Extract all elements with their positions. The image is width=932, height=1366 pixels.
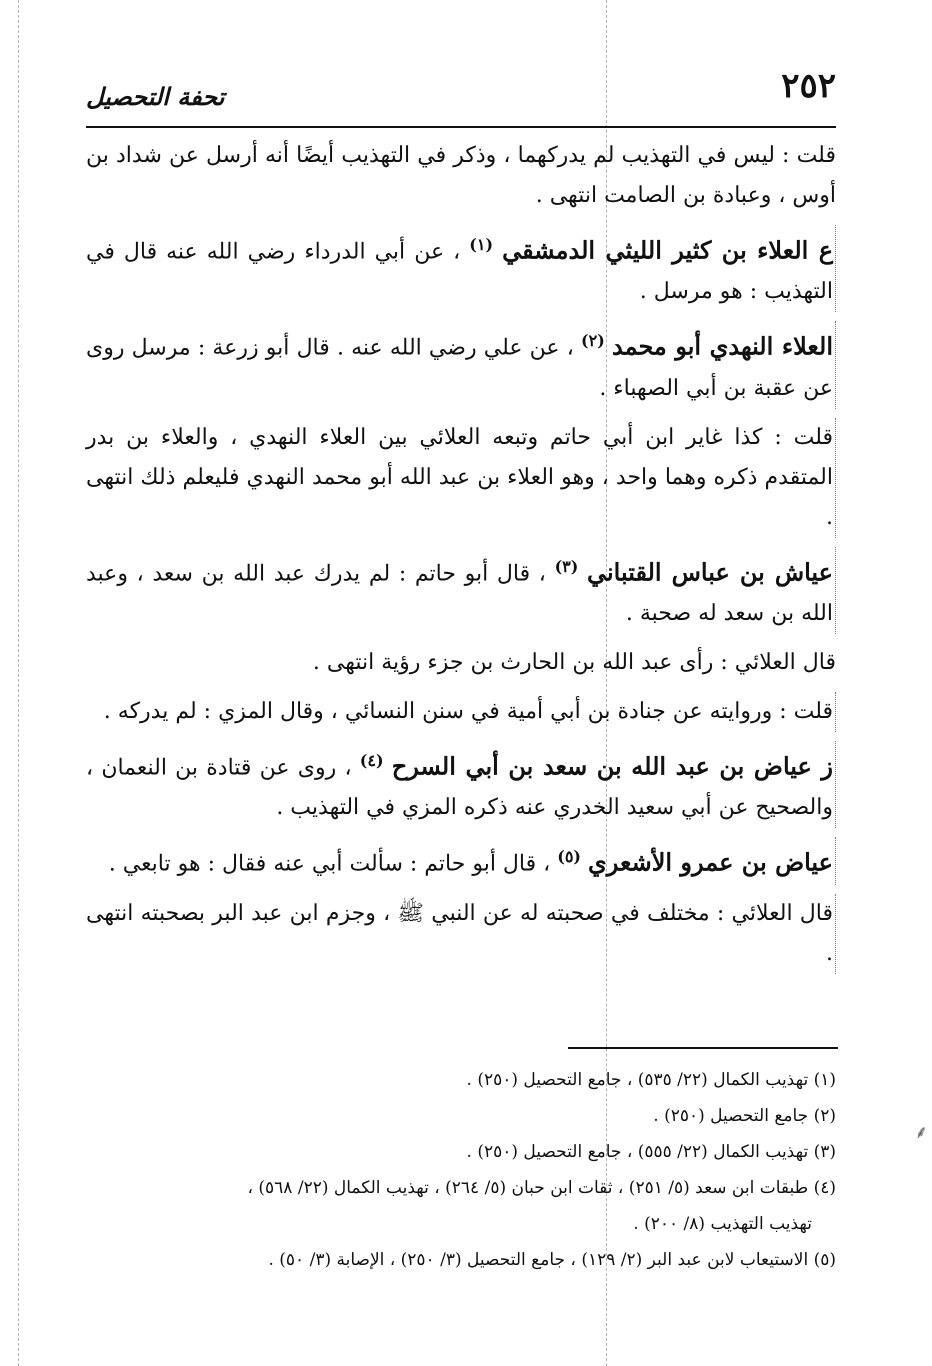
paragraph (86, 894, 836, 974)
footnote: (١) تهذيب الكمال (٢٢/ ٥٣٥) ، جامع التحصيل (٢٥٠) . (466, 1070, 836, 1090)
footnote-continuation: تهذيب التهذيب (٨/ ٢٠٠) . (633, 1214, 812, 1234)
footnote-text: (٤) طبقات ابن سعد (٥/ ٢٥١) ، ثقات ابن حبان (٥/ ٢٦٤) ، تهذيب الكمال (٢٢/ ٥٦٨) ، (247, 1178, 836, 1198)
footnote: (٢) جامع التحصيل (٢٥٠) . (653, 1106, 836, 1126)
page-header (86, 66, 836, 126)
paragraph (86, 643, 836, 683)
paragraph-text: قال العلائي : مختلف في صحبته له عن النبي ﷺ ، وجزم ابن عبد البر بصحبته انتهى . (86, 900, 833, 966)
paragraph (86, 692, 836, 732)
footnote-ref: (١) (469, 235, 494, 254)
entry-paragraph (86, 547, 836, 634)
narrator-name: عياش بن عباس القتباني (587, 556, 833, 586)
paragraph-text: ، قال أبو حاتم : لم يدرك عبد الله بن سعد ، وعبد الله بن سعد له صحبة . (86, 560, 833, 626)
footnote-ref: (٢) (581, 331, 605, 351)
paragraph-text: قلت : كذا غاير ابن أبي حاتم وتبعه العلائي بين العلاء النهدي ، والعلاء بن بدر المتقدم ذكره وهما واحد ، وهو العلاء بن عبد الله أبو محمد النهدي فليعلم ذلك انتهى . (86, 424, 833, 530)
page-number: ٢٥٢ (781, 66, 836, 106)
running-title: تحفة التحصيل (86, 82, 225, 111)
footnote-ref: (٣) (554, 556, 579, 576)
entry-paragraph (86, 837, 836, 884)
scan-artifact-line (18, 0, 19, 1366)
paragraph-text: ، روى عن قتادة بن النعمان ، والصحيح عن أبي سعيد الخدري عنه ذكره المزي في التهذيب . (86, 755, 833, 821)
entry-paragraph (86, 321, 836, 408)
header-rule (86, 126, 836, 128)
paragraph-text: قال العلائي : رأى عبد الله بن الحارث بن جزء رؤية انتهى . (312, 649, 836, 675)
paragraph-text: ، عن علي رضي الله عنه . قال أبو زرعة : مرسل روى عن عقبة بن أبي الصهباء . (86, 335, 833, 401)
entry-paragraph (86, 741, 836, 828)
paragraph-text: قلت : وروايته عن جنادة بن أبي أمية في سنن النسائي ، وقال المزي : لم يدركه . (103, 698, 833, 724)
narrator-name: ع العلاء بن كثير الليثي الدمشقي (502, 235, 834, 265)
margin-scribble-icon: ⸙ (914, 1122, 928, 1143)
paragraph (86, 136, 836, 216)
footnote-ref: (٤) (359, 750, 384, 770)
paragraph-text: قلت : ليس في التهذيب لم يدركهما ، وذكر في التهذيب أيضًا أنه أرسل عن شداد بن أوس ، وعبادة بن الصامت انتهى . (86, 143, 836, 208)
entry-paragraph (86, 225, 836, 312)
narrator-name: عياض بن عمرو الأشعري (587, 847, 833, 877)
paragraph (86, 418, 836, 538)
narrator-name: العلاء النهدي أبو محمد (611, 331, 833, 361)
footnote (96, 1170, 836, 1242)
paragraph-text: ، عن أبي الدرداء رضي الله عنه قال في التهذيب : هو مرسل . (86, 239, 833, 305)
main-text (86, 136, 836, 983)
footnotes (96, 1062, 836, 1278)
footnote: (٥) الاستيعاب لابن عبد البر (٢/ ١٢٩) ، جامع التحصيل (٣/ ٢٥٠) ، الإصابة (٣/ ٥٠) . (268, 1250, 836, 1270)
footnote-separator (568, 1047, 838, 1049)
paragraph-text: ، قال أبو حاتم : سألت أبي عنه فقال : هو تابعي . (108, 851, 551, 877)
footnote-ref: (٥) (557, 847, 581, 867)
narrator-name: ز عياض بن عبد الله بن سعد بن أبي السرح (391, 751, 833, 781)
footnote: (٣) تهذيب الكمال (٢٢/ ٥٥٥) ، جامع التحصيل (٢٥٠) . (466, 1142, 836, 1162)
